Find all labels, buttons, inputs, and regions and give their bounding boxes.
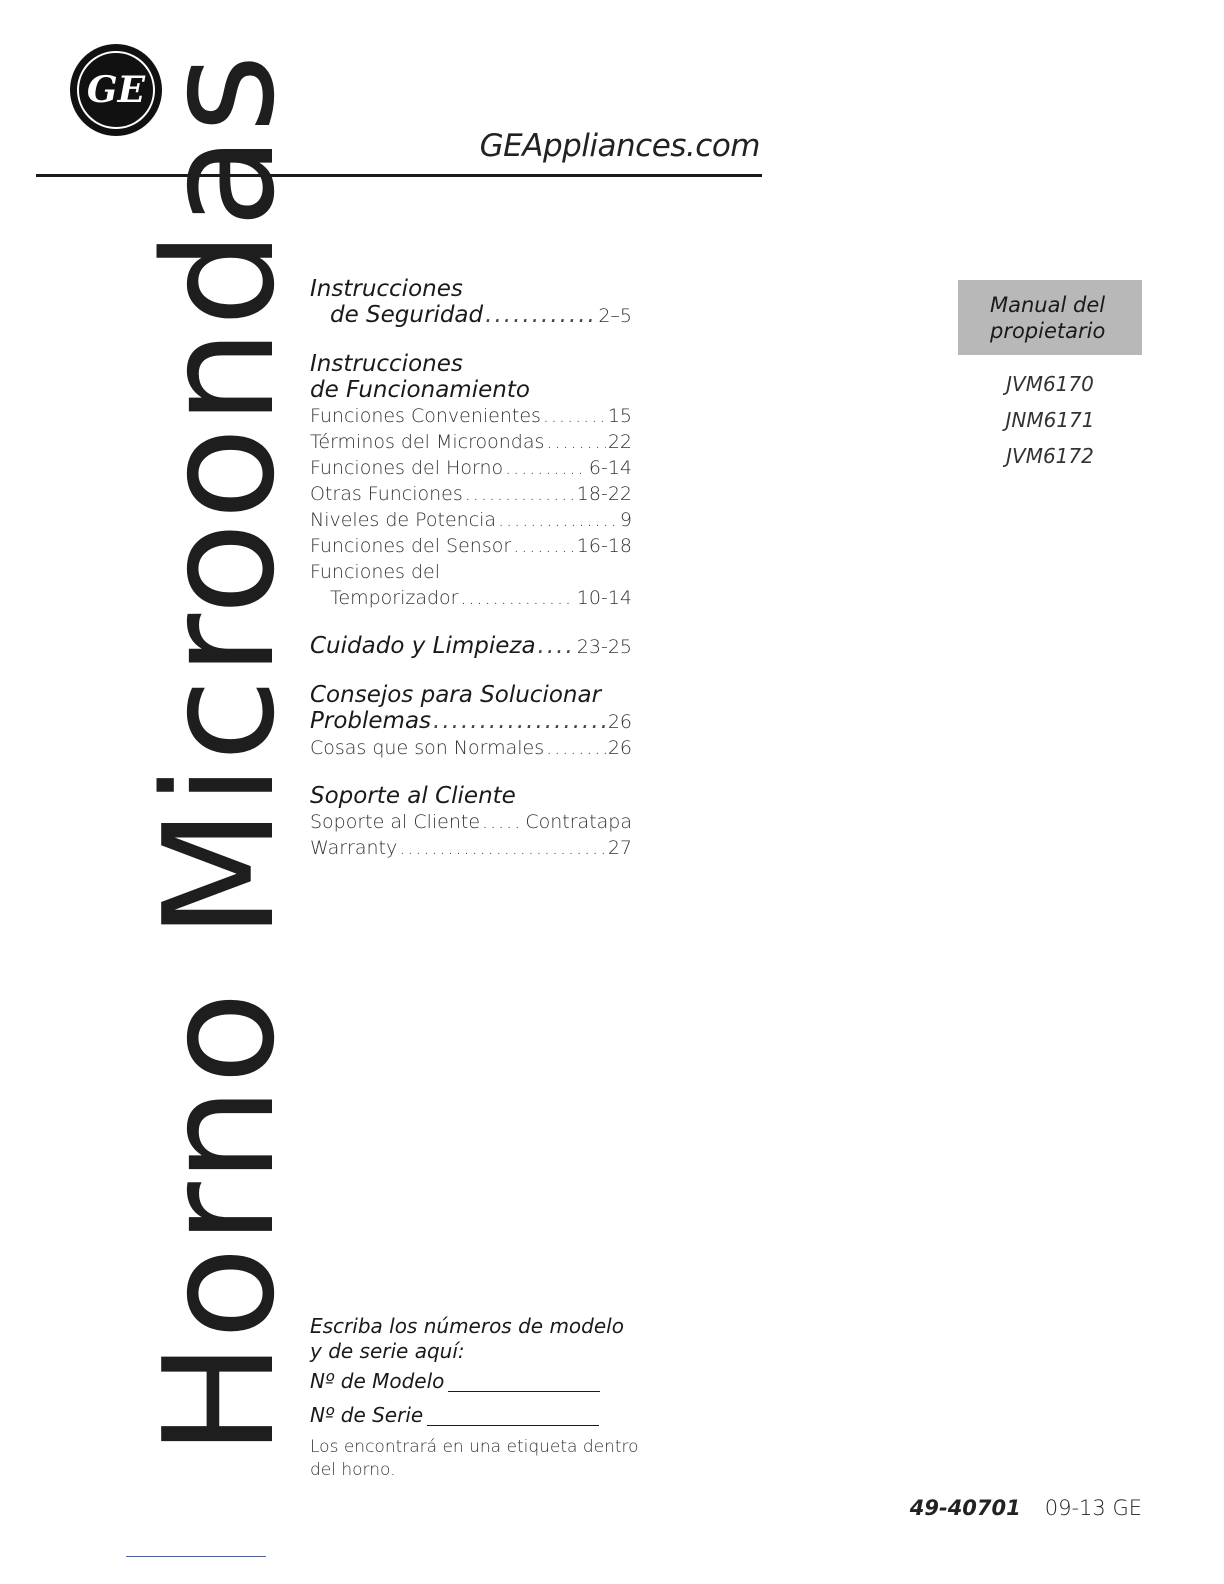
toc-item-page: 26 bbox=[607, 737, 632, 759]
toc-leader-dots bbox=[485, 302, 596, 328]
badge-line: propietario bbox=[990, 319, 1106, 343]
toc-item bbox=[310, 809, 632, 835]
toc-item-label: Temporizador bbox=[330, 587, 459, 609]
toc-item bbox=[310, 585, 632, 611]
model-number-field bbox=[310, 1364, 640, 1398]
toc-item bbox=[310, 481, 632, 507]
toc-item bbox=[310, 507, 632, 533]
toc-item-page: 6-14 bbox=[588, 457, 632, 479]
toc-item bbox=[310, 403, 632, 429]
model-number-blank bbox=[448, 1390, 600, 1392]
toc-leader-dots bbox=[538, 633, 575, 659]
publication-date: 09-13 GE bbox=[1044, 1496, 1142, 1520]
toc-item-page: 9 bbox=[619, 509, 632, 531]
toc-section-title: Soporte al Cliente bbox=[310, 783, 516, 809]
model-number: JNM6171 bbox=[1005, 408, 1095, 432]
toc-item bbox=[310, 429, 632, 455]
record-note-line: del horno. bbox=[310, 1460, 396, 1480]
toc-leader-dots bbox=[513, 533, 575, 559]
model-number: JVM6172 bbox=[1006, 444, 1094, 468]
toc-leader-dots bbox=[465, 481, 575, 507]
toc-section-limpieza bbox=[310, 633, 632, 660]
toc-leader-dots bbox=[546, 735, 606, 761]
record-heading: y de serie aquí: bbox=[310, 1339, 465, 1363]
toc-leader-dots bbox=[498, 507, 618, 533]
toc-item-label: Términos del Microondas bbox=[310, 431, 545, 453]
toc-leader-dots bbox=[482, 809, 523, 835]
model-number-label: Nº de Modelo bbox=[310, 1369, 445, 1393]
toc-section-title-row bbox=[310, 708, 632, 735]
toc-item-label: Warranty bbox=[310, 837, 398, 859]
toc-section-soporte bbox=[310, 783, 632, 861]
toc-item-page: 18-22 bbox=[576, 483, 632, 505]
toc-leader-dots bbox=[433, 708, 606, 734]
toc-item-page: 15 bbox=[607, 405, 632, 427]
toc-item-page: 10-14 bbox=[576, 587, 632, 609]
toc-item-label: Funciones del Horno bbox=[310, 457, 504, 479]
toc-item bbox=[310, 455, 632, 481]
toc-item-label: Soporte al Cliente bbox=[310, 811, 481, 833]
toc-page-number: 2–5 bbox=[598, 305, 632, 327]
toc-section-title: Instrucciones bbox=[310, 276, 463, 302]
record-note-line: Los encontrará en una etiqueta dentro bbox=[310, 1437, 639, 1457]
toc-leader-dots bbox=[543, 403, 606, 429]
toc-leader-dots bbox=[399, 835, 606, 861]
vertical-product-title: Horno Microondas bbox=[131, 51, 308, 1456]
toc-item-page: 27 bbox=[607, 837, 632, 859]
toc-section-title: Problemas bbox=[310, 708, 432, 734]
serial-number-field bbox=[310, 1398, 640, 1432]
toc-item-label: Otras Funciones bbox=[310, 483, 463, 505]
record-heading: Escriba los números de modelo bbox=[310, 1314, 624, 1338]
table-of-contents bbox=[310, 276, 632, 861]
serial-number-label: Nº de Serie bbox=[310, 1403, 424, 1427]
toc-leader-dots bbox=[505, 455, 587, 481]
toc-section-title: de Seguridad bbox=[330, 302, 484, 328]
record-note bbox=[310, 1436, 640, 1482]
toc-item-label: Funciones Convenientes bbox=[310, 405, 541, 427]
toc-item-label: Funciones del bbox=[310, 561, 441, 583]
ge-logo-monogram: GE bbox=[77, 51, 155, 129]
toc-page-number: 23-25 bbox=[576, 636, 632, 658]
website-url: GEAppliances.com bbox=[479, 128, 760, 164]
toc-section-seguridad bbox=[310, 276, 632, 329]
toc-item bbox=[310, 559, 632, 585]
toc-item-label: Cosas que son Normales bbox=[310, 737, 545, 759]
toc-section-title-row bbox=[310, 633, 632, 660]
toc-section-funcionamiento bbox=[310, 351, 632, 611]
toc-section-title: Consejos para Solucionar bbox=[310, 682, 602, 708]
model-number: JVM6170 bbox=[1006, 372, 1094, 396]
toc-item-page: 22 bbox=[607, 431, 632, 453]
toc-item-label: Niveles de Potencia bbox=[310, 509, 497, 531]
toc-leader-dots bbox=[546, 429, 605, 455]
publication-number bbox=[910, 1496, 1142, 1520]
toc-item bbox=[310, 835, 632, 861]
serial-number-blank bbox=[427, 1424, 599, 1426]
toc-page-number: 26 bbox=[607, 711, 632, 733]
toc-item bbox=[310, 735, 632, 761]
toc-section-title: de Funcionamiento bbox=[310, 377, 530, 403]
toc-section-title: Instrucciones bbox=[310, 351, 463, 377]
toc-section-problemas bbox=[310, 682, 632, 761]
toc-item bbox=[310, 533, 632, 559]
toc-item-page: Contratapa bbox=[525, 811, 632, 833]
footer-rule bbox=[126, 1556, 266, 1557]
publication-code: 49-40701 bbox=[909, 1496, 1021, 1520]
toc-section-title-row bbox=[310, 302, 632, 329]
owners-manual-badge bbox=[958, 280, 1142, 355]
toc-item-label: Funciones del Sensor bbox=[310, 535, 512, 557]
badge-line: Manual del bbox=[990, 293, 1106, 317]
toc-section-title: Cuidado y Limpieza bbox=[310, 633, 536, 659]
toc-leader-dots bbox=[460, 585, 574, 611]
model-serial-record bbox=[310, 1314, 640, 1482]
toc-item-page: 16-18 bbox=[576, 535, 632, 557]
model-list bbox=[960, 366, 1140, 474]
